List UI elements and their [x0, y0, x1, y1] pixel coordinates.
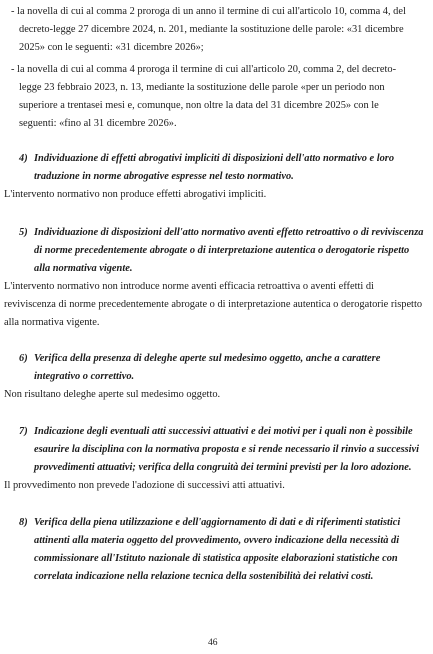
section-body-line: Il provvedimento non prevede l'adozione di successivi atti attuativi. — [4, 480, 285, 491]
section-heading-line: Verifica della piena utilizzazione e dell'aggiornamento di dati e di riferimenti statistici — [34, 517, 401, 528]
section-number: 7) — [19, 426, 28, 437]
section-body-line: Non risultano deleghe aperte sul medesimo oggetto. — [4, 389, 221, 400]
section-number: 4) — [19, 153, 28, 164]
section-heading-line: di norme precedentemente abrogate o di interpretazione autentica o derogatorie rispetto — [34, 245, 410, 256]
section-heading-line: alla normativa vigente. — [34, 263, 133, 274]
section-body-line: L'intervento normativo non produce effetti abrogativi impliciti. — [4, 189, 267, 200]
section-number: 8) — [19, 517, 28, 528]
text-line: 2025» con le seguenti: «31 dicembre 2026»; — [19, 42, 204, 53]
section-number: 5) — [19, 227, 28, 238]
section-heading-line: Verifica della presenza di deleghe aperte sul medesimo oggetto, anche a carattere — [34, 353, 381, 364]
section-heading-line: Individuazione di disposizioni dell'atto normativo aventi effetto retroattivo o di reviviscenza — [34, 227, 424, 238]
section-heading-line: Individuazione di effetti abrogativi impliciti di disposizioni dell'atto normativo e loro — [34, 153, 395, 164]
section-heading-line: integrativo o correttivo. — [34, 371, 135, 382]
text-line: legge 23 febbraio 2023, n. 13, mediante la sostituzione delle parole «per un periodo non — [19, 82, 385, 93]
text-line: decreto-legge 27 dicembre 2024, n. 201, mediante la sostituzione delle parole: «31 dicembre — [19, 24, 404, 35]
text-line: - la novella di cui al comma 4 proroga il termine di cui all'articolo 20, comma 2, del decreto- — [11, 64, 397, 75]
text-line: seguenti: «fino al 31 dicembre 2026». — [19, 118, 177, 129]
section-heading-line: correlata indicazione nella relazione tecnica della sostenibilità dei relativi costi. — [34, 571, 374, 582]
section-heading-line: Indicazione degli eventuali atti successivi attuativi e dei motivi per i quali non è possibile — [34, 426, 413, 437]
page-number: 46 — [208, 638, 218, 648]
text-line: - la novella di cui al comma 2 proroga di un anno il termine di cui all'articolo 10, comma 4, del — [11, 6, 406, 17]
section-heading-line: commissionare all'Istituto nazionale di statistica apposite elaborazioni statistiche con — [34, 553, 398, 564]
section-number: 6) — [19, 353, 28, 364]
section-heading-line: provvedimenti attuativi; verifica della congruità dei termini previsti per la loro adozione. — [34, 462, 412, 473]
text-line: superiore a trentasei mesi e, comunque, non oltre la data del 31 dicembre 2025» con le — [19, 100, 379, 111]
section-heading-line: attinenti alla materia oggetto del provvedimento, ovvero indicazione della necessità di — [34, 535, 400, 546]
section-body-line: alla normativa vigente. — [4, 317, 100, 328]
section-heading-line: traduzione in norme abrogative espresse nel testo normativo. — [34, 171, 294, 182]
section-body-line: L'intervento normativo non introduce norme aventi efficacia retroattiva o aventi effetti di — [4, 281, 374, 292]
section-heading-line: esaurire la disciplina con la normativa proposta e si rende necessario il rinvio a successivi — [34, 444, 420, 455]
section-body-line: reviviscenza di norme precedentemente abrogate o di interpretazione autentica o derogatorie rispetto — [4, 299, 423, 310]
